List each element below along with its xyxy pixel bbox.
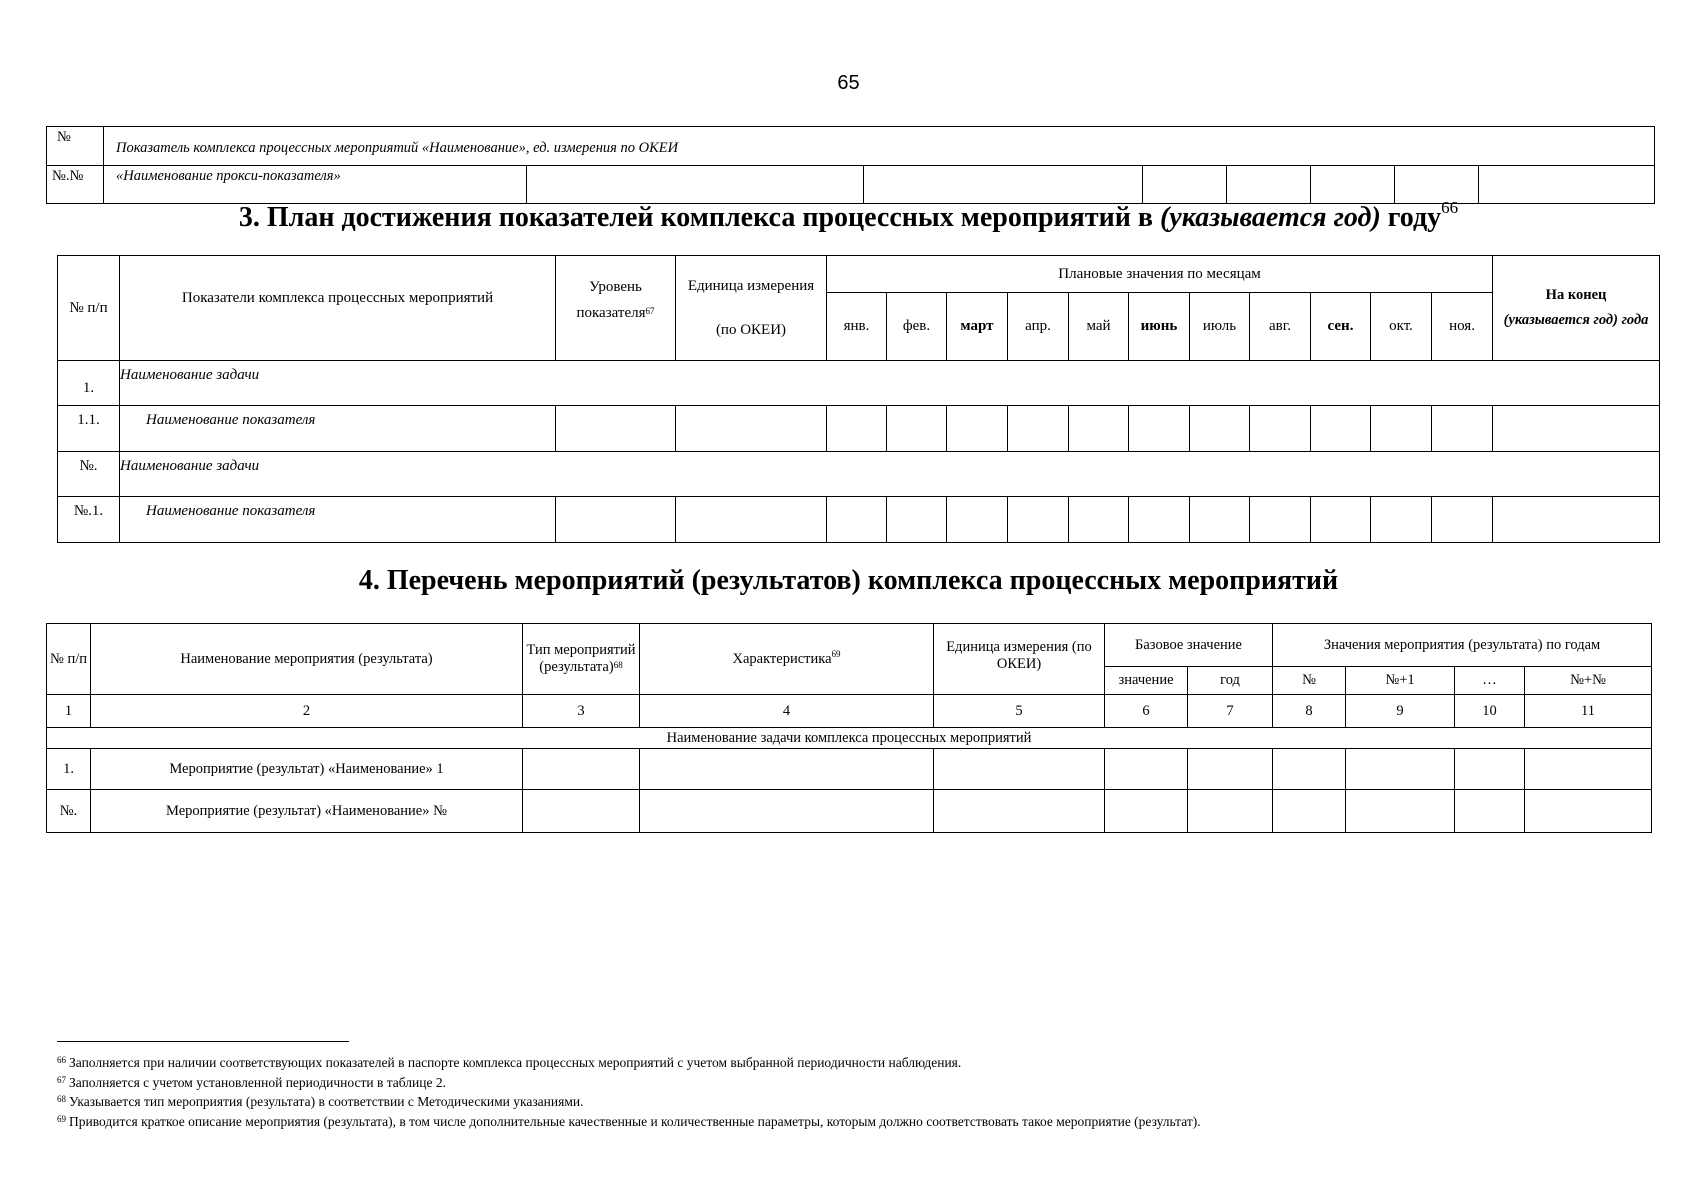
header-year-2: №+1	[1346, 667, 1455, 695]
row-number: №.№	[47, 166, 104, 204]
indicator-row	[58, 406, 1660, 452]
task-name: Наименование задачи	[120, 361, 1660, 406]
task-name: Наименование задачи комплекса процессных мероприятий	[47, 728, 1652, 749]
indicators-continuation-table	[46, 126, 1655, 204]
footnote-separator	[57, 1041, 349, 1042]
header-base: Базовое значение	[1105, 624, 1273, 667]
table-cell	[527, 166, 864, 204]
row-number: 1.	[58, 361, 120, 406]
header-indicators: Показатели комплекса процессных мероприятий	[120, 256, 556, 361]
row-number: 1.	[47, 749, 91, 790]
header-base-value: значение	[1105, 667, 1188, 695]
month-jul: июль	[1190, 293, 1250, 361]
col-number: 5	[934, 695, 1105, 728]
month-may: май	[1069, 293, 1129, 361]
indicator-name: Показатель комплекса процессных мероприятий «Наименование», ед. измерения по ОКЕИ	[104, 127, 1655, 166]
proxy-indicator-name: «Наименование прокси-показателя»	[104, 166, 527, 204]
table-cell	[1143, 166, 1227, 204]
task-row	[58, 361, 1660, 406]
month-oct: окт.	[1371, 293, 1432, 361]
table-row	[47, 127, 1655, 166]
activity-row	[47, 749, 1652, 790]
page-number: 65	[837, 72, 860, 94]
column-numbers-row	[47, 695, 1652, 728]
col-number: 11	[1525, 695, 1652, 728]
footnote: $^{68}$ Указывается тип мероприятия (результата) в соответствии с Методическими указаниями.	[57, 1094, 584, 1109]
month-sep: сен.	[1311, 293, 1371, 361]
header-year-1: №	[1273, 667, 1346, 695]
indicator-name: Наименование показателя	[120, 406, 556, 452]
month-jun: июнь	[1129, 293, 1190, 361]
col-number: 10	[1455, 695, 1525, 728]
activity-row	[47, 790, 1652, 833]
task-row	[58, 452, 1660, 497]
header-unit: Единица измерения (по ОКЕИ)	[934, 624, 1105, 695]
indicator-row	[58, 497, 1660, 543]
row-number: №.	[58, 452, 120, 497]
col-number: 4	[640, 695, 934, 728]
col-number: 9	[1346, 695, 1455, 728]
section-3-title: 3. План достижения показателей комплекса процессных мероприятий в (указывается год) году$^{66}$	[238, 198, 1459, 233]
month-aug: авг.	[1250, 293, 1311, 361]
indicator-name: Наименование показателя	[120, 497, 556, 543]
table-cell	[864, 166, 1143, 204]
month-feb: фев.	[887, 293, 947, 361]
header-row	[47, 624, 1652, 667]
header-year-4: №+№	[1525, 667, 1652, 695]
table-row	[47, 166, 1655, 204]
month-jan: янв.	[827, 293, 887, 361]
col-number: 6	[1105, 695, 1188, 728]
task-row	[47, 728, 1652, 749]
col-number: 8	[1273, 695, 1346, 728]
activity-name: Мероприятие (результат) «Наименование» 1	[91, 749, 523, 790]
col-number: 2	[91, 695, 523, 728]
activities-table	[46, 623, 1652, 833]
section-4-title: 4. Перечень мероприятий (результатов) комплекса процессных мероприятий	[358, 565, 1339, 596]
footnote: $^{67}$ Заполняется с учетом установленной периодичности в таблице 2.	[57, 1074, 446, 1090]
header-by-years: Значения мероприятия (результата) по годам	[1273, 624, 1652, 667]
header-row	[58, 256, 1660, 293]
header-base-year: год	[1188, 667, 1273, 695]
row-number: №.1.	[58, 497, 120, 543]
row-number: №	[47, 127, 104, 166]
header-monthly: Плановые значения по месяцам	[827, 256, 1493, 293]
table-cell	[1311, 166, 1395, 204]
header-num: № п/п	[58, 256, 120, 361]
row-number: 1.1.	[58, 406, 120, 452]
header-type: Тип мероприятий (результата)$^{68}$	[523, 624, 640, 695]
header-characteristic: Характеристика$^{69}$	[640, 624, 934, 695]
header-level: Уровень показателя$^{67}$	[556, 256, 676, 361]
row-number: №.	[47, 790, 91, 833]
col-number: 3	[523, 695, 640, 728]
footnotes	[57, 1053, 1657, 1131]
footnote: $^{69}$ Приводится краткое описание мероприятия (результата), в том числе дополнительные качественные и количественные параметры, которым должно соответствовать такое мероприятие (результат).	[57, 1113, 1201, 1129]
month-nov: ноя.	[1432, 293, 1493, 361]
table-cell	[1395, 166, 1479, 204]
header-name: Наименование мероприятия (результата)	[91, 624, 523, 695]
monthly-plan-table	[57, 255, 1660, 543]
header-end-of-year: На конец (указывается год) года	[1493, 256, 1660, 361]
header-year-3: …	[1455, 667, 1525, 695]
activity-name: Мероприятие (результат) «Наименование» №	[91, 790, 523, 833]
table-cell	[1227, 166, 1311, 204]
footnote: $^{66}$ Заполняется при наличии соответствующих показателей в паспорте комплекса процессных мероприятий с учетом выбранной периодичности наблюдения.	[57, 1055, 962, 1070]
month-mar: март	[947, 293, 1008, 361]
header-num: № п/п	[47, 624, 91, 695]
table-cell	[1479, 166, 1655, 204]
header-unit: Единица измерения (по ОКЕИ)	[676, 256, 827, 361]
col-number: 7	[1188, 695, 1273, 728]
col-number: 1	[47, 695, 91, 728]
month-apr: апр.	[1008, 293, 1069, 361]
task-name: Наименование задачи	[120, 452, 1660, 497]
